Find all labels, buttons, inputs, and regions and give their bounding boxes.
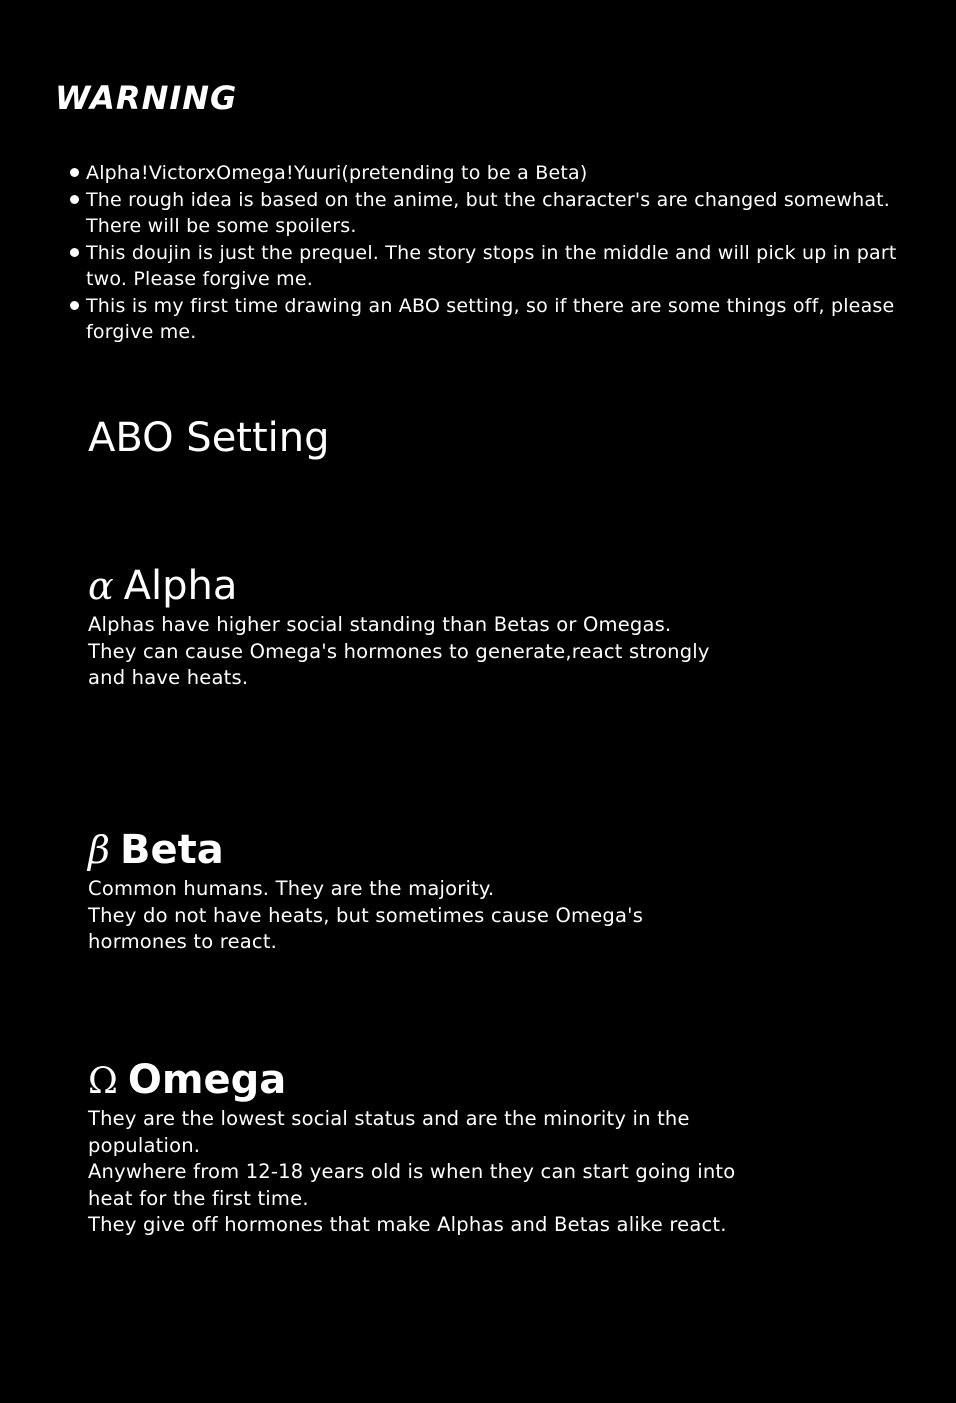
omega-heading bbox=[88, 1054, 848, 1106]
warning-item-text: This is my first time drawing an ABO setting, so if there are some things off, please forgive me. bbox=[86, 294, 895, 343]
omega-description bbox=[88, 1106, 848, 1239]
beta-symbol-icon: β bbox=[88, 828, 110, 872]
alpha-heading bbox=[88, 560, 848, 612]
omega-line: Anywhere from 12-18 years old is when they can start going into bbox=[88, 1160, 736, 1183]
alpha-line: Alphas have higher social standing than Betas or Omegas. bbox=[88, 613, 672, 636]
beta-line: Common humans. They are the majority. bbox=[88, 877, 495, 900]
beta-line: They do not have heats, but sometimes cause Omega's bbox=[88, 903, 644, 927]
alpha-description bbox=[88, 612, 848, 692]
bullet-icon bbox=[70, 301, 79, 310]
omega-line: heat for the first time. bbox=[88, 1186, 309, 1210]
beta-heading bbox=[88, 824, 848, 876]
warning-item-text: The rough idea is based on the anime, but the character's are changed somewhat. There will be some spoilers. bbox=[86, 188, 891, 237]
bullet-icon bbox=[70, 195, 79, 204]
setting-title: ABO Setting bbox=[88, 415, 330, 461]
omega-line: They are the lowest social status and are the minority in the bbox=[88, 1107, 690, 1130]
beta-section bbox=[88, 824, 848, 956]
omega-section bbox=[88, 1054, 848, 1239]
alpha-line: and have heats. bbox=[88, 666, 249, 689]
omega-line: population. bbox=[88, 1133, 201, 1157]
warning-item bbox=[70, 293, 940, 346]
alpha-section bbox=[88, 560, 848, 692]
beta-description bbox=[88, 876, 848, 956]
omega-symbol-icon: Ω bbox=[88, 1061, 118, 1102]
alpha-name: Alpha bbox=[123, 563, 238, 609]
beta-line: hormones to react. bbox=[88, 930, 278, 953]
alpha-line: They can cause Omega's hormones to generate,react strongly bbox=[88, 639, 710, 663]
omega-name: Omega bbox=[127, 1057, 287, 1103]
omega-line: They give off hormones that make Alphas and Betas alike react. bbox=[88, 1213, 727, 1236]
warning-list bbox=[70, 160, 940, 346]
bullet-icon bbox=[70, 248, 79, 257]
warning-item-text: Alpha!VictorxOmega!Yuuri(pretending to be a Beta) bbox=[86, 162, 588, 184]
alpha-symbol-icon: α bbox=[88, 564, 114, 608]
bullet-icon bbox=[70, 168, 79, 177]
warning-item bbox=[70, 160, 940, 187]
beta-name: Beta bbox=[119, 827, 224, 873]
warning-item-text: This doujin is just the prequel. The story stops in the middle and will pick up in part two. Please forgive me. bbox=[86, 241, 897, 290]
warning-item bbox=[70, 240, 940, 293]
warning-title: WARNING bbox=[55, 79, 238, 117]
warning-item bbox=[70, 187, 940, 240]
